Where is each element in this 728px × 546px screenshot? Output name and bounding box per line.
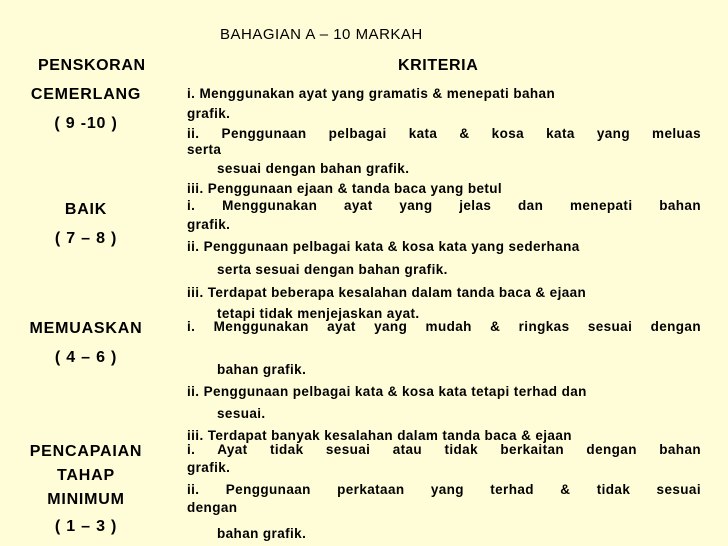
- criteria-line: ii. Penggunaan perkataan yang terhad & tidak sesuai: [187, 482, 701, 497]
- criteria-line: i. Menggunakan ayat yang mudah & ringkas sesuai dengan: [187, 319, 701, 334]
- criteria-line: i. Menggunakan ayat yang jelas dan menepati bahan: [187, 198, 701, 213]
- criteria-line: grafik.: [187, 217, 231, 232]
- level-range: ( 9 -10 ): [54, 115, 118, 132]
- level-name: CEMERLANG: [30, 86, 142, 103]
- criteria-line: tetapi tidak menjejaskan ayat.: [217, 306, 420, 321]
- level-name: TAHAP: [57, 467, 115, 484]
- criteria-line: sesuai.: [217, 406, 266, 421]
- level-range: ( 7 – 8 ): [54, 230, 118, 247]
- criteria-line: grafik.: [187, 460, 231, 475]
- criteria-line: iii. Terdapat banyak kesalahan dalam tanda baca & ejaan: [187, 428, 572, 443]
- criteria-line: i. Ayat tidak sesuai atau tidak berkaitan dengan bahan: [187, 442, 701, 457]
- level-range: ( 1 – 3 ): [54, 518, 118, 535]
- criteria-line: grafik.: [187, 106, 231, 121]
- criteria-line: ii. Penggunaan pelbagai kata & kosa kata tetapi terhad dan: [187, 384, 587, 399]
- criteria-line: serta: [187, 142, 222, 157]
- level-name: PENCAPAIAN: [29, 443, 143, 460]
- column-header-criteria: KRITERIA: [398, 57, 479, 74]
- criteria-line: iii. Penggunaan ejaan & tanda baca yang betul: [187, 181, 503, 196]
- criteria-line: sesuai dengan bahan grafik.: [217, 161, 410, 176]
- criteria-line: dengan: [187, 500, 238, 515]
- column-header-score: PENSKORAN: [38, 57, 146, 74]
- level-name: BAIK: [64, 201, 108, 218]
- level-name: MEMUASKAN: [29, 320, 143, 337]
- level-range: ( 4 – 6 ): [54, 349, 118, 366]
- criteria-line: i. Menggunakan ayat yang gramatis & menepati bahan: [187, 86, 556, 101]
- criteria-line: ii. Penggunaan pelbagai kata & kosa kata yang meluas: [187, 126, 701, 141]
- criteria-line: serta sesuai dengan bahan grafik.: [217, 262, 448, 277]
- criteria-line: iii. Terdapat beberapa kesalahan dalam tanda baca & ejaan: [187, 285, 587, 300]
- criteria-line: bahan grafik.: [217, 526, 307, 541]
- criteria-line: ii. Penggunaan pelbagai kata & kosa kata yang sederhana: [187, 239, 580, 254]
- level-name: MINIMUM: [47, 491, 125, 508]
- section-title: BAHAGIAN A – 10 MARKAH: [220, 26, 423, 43]
- criteria-line: bahan grafik.: [217, 362, 307, 377]
